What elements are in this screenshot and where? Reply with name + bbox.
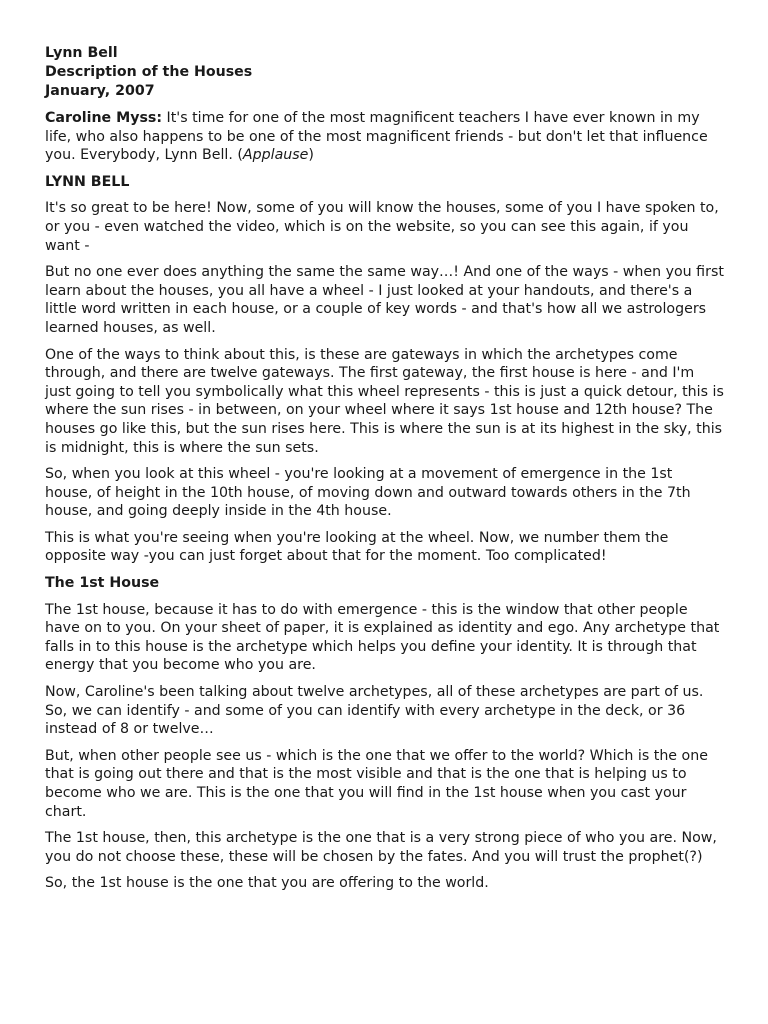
- section-heading: The 1st House: [45, 575, 160, 592]
- applause-note: Applause: [242, 147, 309, 164]
- document-header: [45, 44, 724, 101]
- paragraph: This is what you're seeing when you're looking at the wheel. Now, we number them the opposite way -you can just forget about that for the moment. Too complicated!: [45, 529, 669, 565]
- paragraph: The 1st house, because it has to do with emergence - this is the window that other people have on to you. On your sheet of paper, it is explained as identity and ego. Any archetype that falls in to this house is the archetype which helps you define your identity. It is through that energy that you become who you are.: [45, 601, 720, 674]
- speaker-heading: LYNN BELL: [45, 173, 130, 190]
- intro-text: It's time for one of the most magnificent teachers I have ever known in my life, who also happens to be one of the most magnificent friends - but don't let that influence you. Everybody, Lynn Bell. (: [45, 110, 708, 164]
- paragraph: But, when other people see us - which is the one that we offer to the world? Which is the one that is going out there and that is the most visible and that is the one that is helping us to become who we are. This is the one that you will find in the 1st house when you cast your chart.: [45, 747, 708, 820]
- document-date: January, 2007: [45, 83, 155, 99]
- author-name: Lynn Bell: [45, 45, 118, 61]
- document-title: Description of the Houses: [45, 64, 253, 80]
- paragraph: Now, Caroline's been talking about twelve archetypes, all of these archetypes are part of us. So, we can identify - and some of you can identify with every archetype in the deck, or 36 instead of 8 or twelve…: [45, 684, 704, 738]
- intro-paragraph: [45, 109, 724, 165]
- paragraph: So, the 1st house is the one that you are offering to the world.: [45, 875, 489, 892]
- intro-close: ): [308, 147, 314, 164]
- paragraph: But no one ever does anything the same the same way…! And one of the ways - when you first learn about the houses, you all have a wheel - I just looked at your handouts, and there's a little word written in each house, or a couple of key words - and that's how all we astrologers learned houses, as well.: [45, 264, 724, 336]
- paragraph: One of the ways to think about this, is these are gateways in which the archetypes come through, and there are twelve gateways. The first gateway, the first house is here - and I'm just going to tell you symbolically what this wheel represents - this is just a quick detour, this is where the sun rises - in between, on your wheel where it says 1st house and 12th house? The houses go like this, but the sun rises here. This is where the sun is at its highest in the sky, this is midnight, this is where the sun sets.: [45, 346, 724, 456]
- paragraph: The 1st house, then, this archetype is the one that is a very strong piece of who you are. Now, you do not choose these, these will be chosen by the fates. And you will trust the prophet(?): [45, 830, 717, 865]
- paragraph: So, when you look at this wheel - you're looking at a movement of emergence in the 1st house, of height in the 10th house, of moving down and outward towards others in the 7th house, and going deeply inside in the 4th house.: [45, 466, 691, 520]
- intro-speaker: Caroline Myss:: [45, 110, 163, 126]
- paragraph: It's so great to be here! Now, some of you will know the houses, some of you I have spoken to, or you - even watched the video, which is on the website, so you can see this again, if you want -: [45, 200, 719, 254]
